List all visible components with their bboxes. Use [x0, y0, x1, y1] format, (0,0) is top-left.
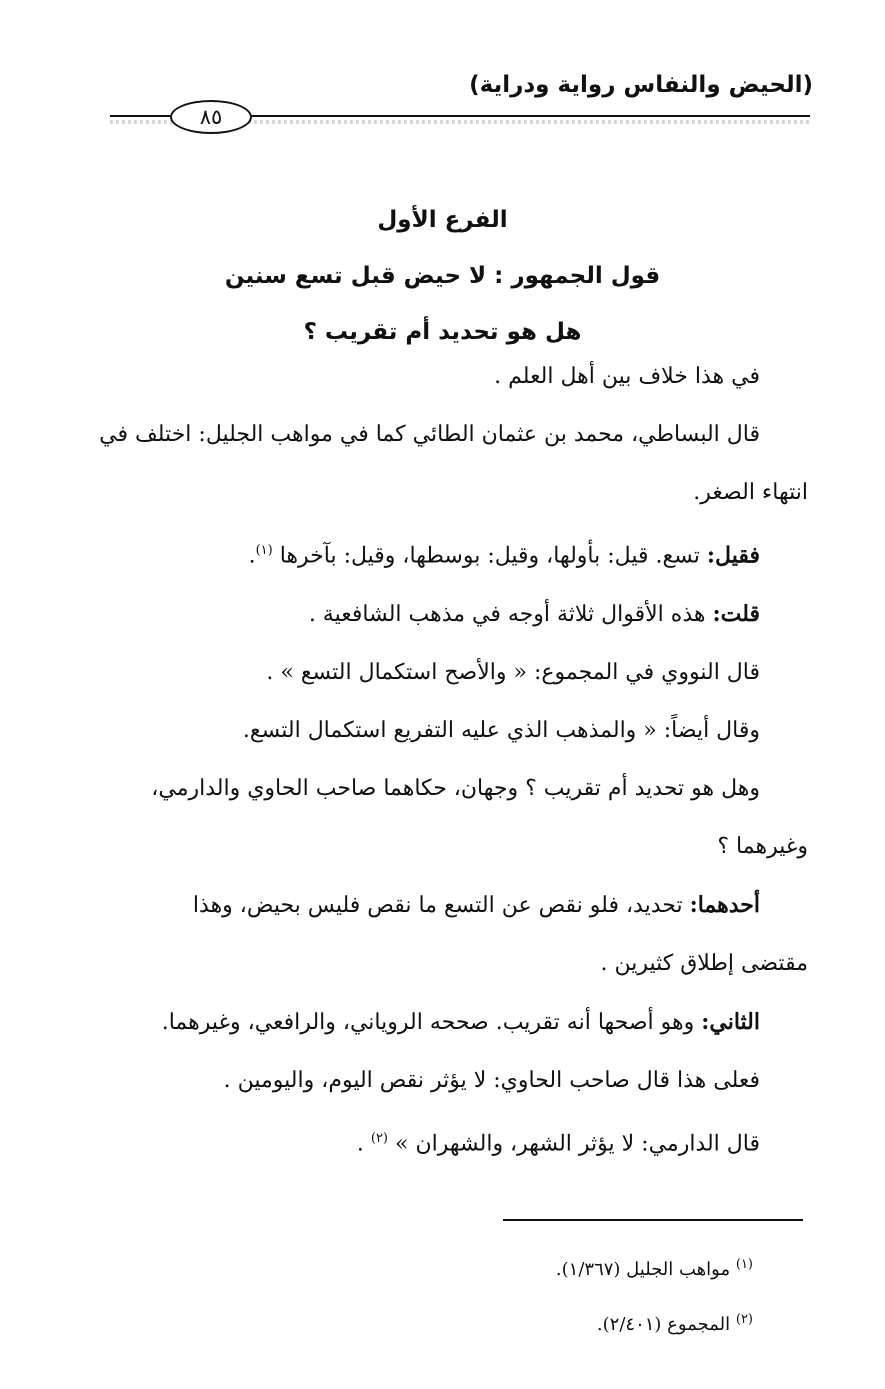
- paragraph-tail: .: [356, 1131, 371, 1157]
- running-title: (الحيض والنفاس رواية ودراية): [469, 72, 813, 98]
- footnote-number: (٢): [735, 1312, 753, 1327]
- paragraph-lead: الثاني:: [701, 1009, 760, 1036]
- footnote-number: (١): [735, 1257, 753, 1272]
- page-header: [0, 0, 885, 140]
- paragraph: [98, 585, 808, 644]
- footnote-text: المجموع (٢/٤٠١).: [596, 1314, 731, 1335]
- section-subtitle: قول الجمهور : لا حيض قبل تسع سنين: [224, 263, 661, 289]
- paragraph-text: في هذا خلاف بين أهل العلم .: [494, 364, 760, 389]
- paragraph: [98, 993, 808, 1052]
- paragraph-lead: قلت:: [712, 601, 760, 628]
- footnote-ref[interactable]: (٢): [370, 1131, 388, 1147]
- section-question: هل هو تحديد أم تقريب ؟: [303, 319, 582, 345]
- paragraph-text: انتهاء الصغر.: [693, 480, 808, 505]
- paragraph-text: فعلى هذا قال صاحب الحاوي: لا يؤثر نقص اليوم، واليومين .: [223, 1068, 760, 1094]
- paragraph: [98, 818, 808, 876]
- footnote: [556, 1295, 753, 1350]
- section-headings: [0, 192, 885, 360]
- paragraph: [98, 464, 808, 522]
- section-title: الفرع الأول: [377, 207, 508, 233]
- paragraph-text: مقتضى إطلاق كثيرين .: [600, 951, 808, 977]
- header-rule: [250, 115, 810, 117]
- paragraph-text: وهل هو تحديد أم تقريب ؟ وجهان، حكاهما صاحب الحاوي والدارمي،: [151, 776, 760, 802]
- paragraph: [98, 702, 808, 760]
- paragraph-text: هذه الأقوال ثلاثة أوجه في مذهب الشافعية .: [308, 602, 713, 628]
- paragraph: [98, 1110, 808, 1173]
- paragraph: [98, 348, 808, 406]
- paragraph: [98, 406, 808, 464]
- paragraph-text: تحديد، فلو نقص عن التسع ما نقص فليس بحيض، وهذا: [192, 893, 690, 919]
- paragraph-text: وقال أيضاً: « والمذهب الذي عليه التفريع استكمال التسع.: [242, 718, 760, 744]
- footnote: [556, 1240, 753, 1295]
- footnotes: [556, 1240, 753, 1350]
- paragraph-tail: .: [248, 543, 256, 569]
- body-text: [98, 348, 808, 1174]
- paragraph-text: قال الدارمي: لا يؤثر الشهر، والشهران »: [395, 1131, 760, 1157]
- paragraph: [98, 522, 808, 585]
- paragraph-text: وهو أصحها أنه تقريب. صححه الروياني، والرافعي، وغيرهما.: [161, 1010, 702, 1036]
- paragraph: [98, 644, 808, 702]
- paragraph: [98, 1052, 808, 1110]
- paragraph-text: تسع. قيل: بأولها، وقيل: بوسطها، وقيل: بآخرها: [279, 543, 707, 569]
- paragraph-lead: فقيل:: [706, 542, 760, 569]
- paragraph-text: قال البساطي، محمد بن عثمان الطائي كما في مواهب الجليل: اختلف في: [99, 422, 760, 447]
- footnote-separator: [503, 1219, 803, 1221]
- paragraph-lead: أحدهما:: [689, 892, 760, 919]
- footnote-ref[interactable]: (١): [255, 543, 273, 558]
- paragraph-text: وغيرهما ؟: [717, 834, 808, 860]
- header-rule-left: [110, 115, 170, 117]
- paragraph: [98, 760, 808, 818]
- paragraph: [98, 935, 808, 993]
- page-number: ٨٥: [170, 100, 252, 134]
- footnote-text: مواهب الجليل (١/٣٦٧).: [555, 1259, 731, 1280]
- paragraph: [98, 876, 808, 935]
- paragraph-text: قال النووي في المجموع: « والأصح استكمال التسع » .: [266, 660, 760, 686]
